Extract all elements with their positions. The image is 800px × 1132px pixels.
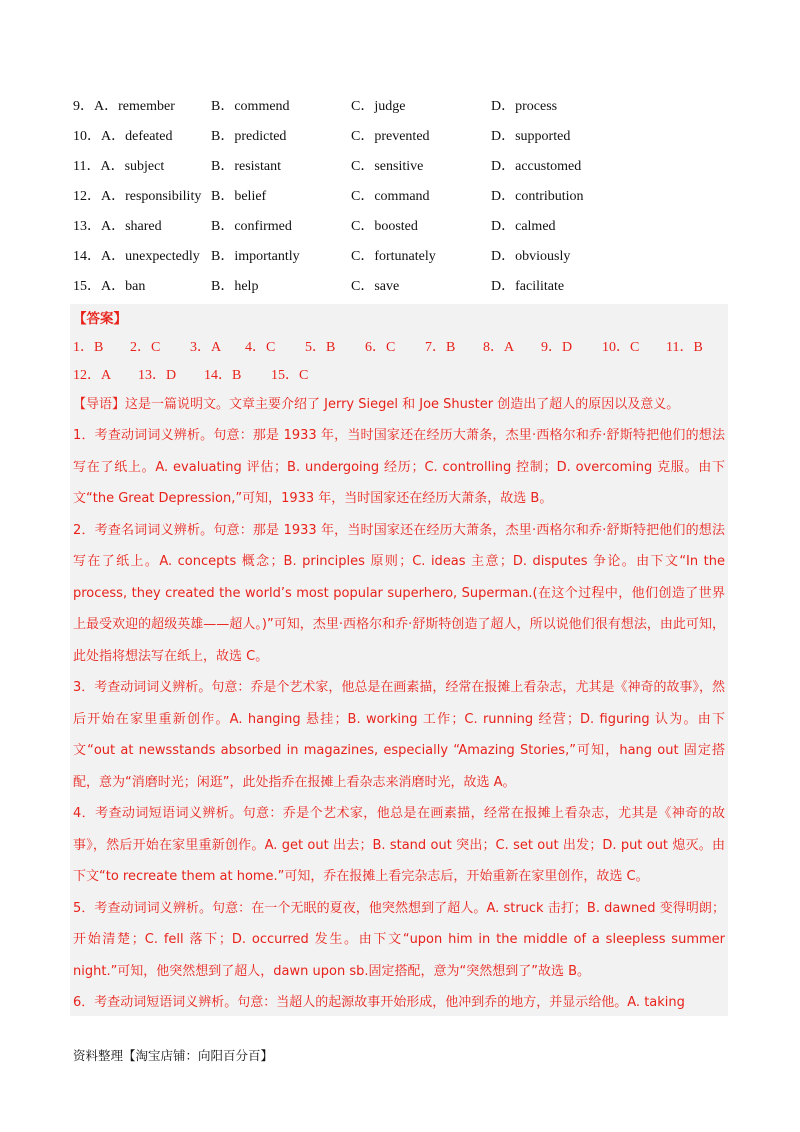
- option-b: B．predicted: [211, 129, 287, 144]
- question-number: 10．: [73, 129, 101, 144]
- option-question-a: [73, 274, 145, 300]
- option-b: B．commend: [211, 99, 290, 114]
- question-number: 11．: [73, 159, 101, 174]
- option-d: D．calmed: [491, 219, 556, 234]
- explanation-paragraph: 1．考查动词词义辨析。句意：那是 1933 年，当时国家还在经历大萧条，杰里·西格尔和乔·舒斯特把他们的想法写在了纸上。A. evaluating 评估；B. undergoing 经历；C. controlling 控制；D. overcoming 克服。由下文“the Great Depression,”可知，1933 年，当时国家还在经历大萧条，故选 B。: [73, 428, 725, 506]
- option-b: B．confirmed: [211, 219, 292, 234]
- answer-item: 6．C: [365, 340, 396, 355]
- option-d: D．obviously: [491, 249, 571, 264]
- option-d: D．facilitate: [491, 279, 565, 294]
- option-a: A．unexpectedly: [101, 249, 200, 264]
- option-a: A．responsibility: [101, 189, 202, 204]
- answer-section: [70, 304, 728, 1016]
- option-a: A．ban: [101, 279, 146, 294]
- option-c: C．prevented: [351, 129, 430, 144]
- answer-item: 13．D: [138, 368, 177, 383]
- answer-item: 8．A: [483, 340, 515, 355]
- footer-source: 资料整理【淘宝店铺：向阳百分百】: [73, 1048, 274, 1063]
- option-d: D．process: [491, 99, 558, 114]
- option-question-a: [73, 124, 173, 150]
- question-number: 14．: [73, 249, 101, 264]
- option-question-a: [73, 244, 200, 270]
- answer-item: 4．C: [245, 340, 276, 355]
- option-row: [73, 214, 733, 244]
- question-number: 15．: [73, 279, 101, 294]
- explanation-paragraph: 2．考查名词词义辨析。句意：那是 1933 年，当时国家还在经历大萧条，杰里·西格尔和乔·舒斯特把他们的想法写在了纸上。A. concepts 概念；B. principles 原则；C. ideas 主意；D. disputes 争论。由下文“In the process, they created the world’s most popular superhero, Superman.(在这个过程中，他们创造了世界上最受欢迎的超级英雄——超人。)”可知，杰里·西格尔和乔·舒斯特创造了超人，所以说他们很有想法，由此可知，此处指将想法写在纸上，故选 C。: [73, 522, 725, 664]
- options-list: [73, 94, 733, 304]
- option-row: [73, 124, 733, 154]
- question-number: 9．: [73, 99, 94, 114]
- option-d: D．accustomed: [491, 159, 582, 174]
- answer-item: 7．B: [425, 340, 456, 355]
- option-a: A．shared: [101, 219, 162, 234]
- explanations: [73, 420, 725, 1019]
- option-c: C．judge: [351, 99, 406, 114]
- answer-item: 3．A: [190, 340, 222, 355]
- option-a: A．defeated: [101, 129, 173, 144]
- guide-text: 【导语】这是一篇说明文。文章主要介绍了 Jerry Siegel 和 Joe Shuster 创造出了超人的原因以及意义。: [73, 397, 680, 412]
- option-a: A．remember: [94, 99, 175, 114]
- answer-item: 9．D: [541, 340, 573, 355]
- option-c: C．boosted: [351, 219, 418, 234]
- option-a: A．subject: [100, 159, 165, 174]
- option-question-a: [73, 154, 164, 180]
- option-question-a: [73, 184, 201, 210]
- option-question-a: [73, 214, 162, 240]
- option-b: B．resistant: [211, 159, 281, 174]
- explanation-paragraph: 4．考查动词短语词义辨析。句意：乔是个艺术家，他总是在画素描，经常在报摊上看杂志，尤其是《神奇的故事》，然后开始在家里重新创作。A. get out 出去；B. stand out 突出；C. set out 出发；D. put out 熄灭。由下文“to recreate them at home.”可知，乔在报摊上看完杂志后，开始重新在家里创作，故选 C。: [73, 806, 725, 884]
- question-number: 13．: [73, 219, 101, 234]
- answer-item: 12．A: [73, 368, 112, 383]
- answer-item: 15．C: [271, 368, 309, 383]
- option-d: D．contribution: [491, 189, 584, 204]
- option-c: C．sensitive: [351, 159, 424, 174]
- option-question-a: [73, 94, 175, 120]
- explanation-paragraph: 5．考查动词词义辨析。句意：在一个无眠的夏夜，他突然想到了超人。A. struck 击打；B. dawned 变得明朗；开始清楚；C. fell 落下；D. occurred 发生。由下文“upon him in the middle of a sleepless summer night.”可知，他突然想到了超人，dawn upon sb.固定搭配，意为“突然想到了”故选 B。: [73, 900, 725, 979]
- option-b: B．help: [211, 279, 259, 294]
- answer-item: 14．B: [204, 368, 242, 383]
- option-d: D．supported: [491, 129, 571, 144]
- option-c: C．save: [351, 279, 400, 294]
- answer-item: 5．B: [305, 340, 336, 355]
- option-row: [73, 244, 733, 274]
- option-row: [73, 154, 733, 184]
- option-c: C．command: [351, 189, 430, 204]
- answer-item: 1．B: [73, 340, 104, 355]
- explanation-paragraph: 6．考查动词短语词义辨析。句意：当超人的起源故事开始形成，他冲到乔的地方，并显示给他。A. taking: [73, 995, 685, 1010]
- option-row: [73, 184, 733, 214]
- answer-item: 2．C: [130, 340, 161, 355]
- option-row: [73, 274, 733, 304]
- answer-title: 【答案】: [73, 311, 127, 327]
- answer-item: 11．B: [666, 340, 703, 355]
- option-row: [73, 94, 733, 124]
- answers-row-1: [73, 334, 725, 362]
- answer-item: 10．C: [602, 340, 640, 355]
- question-number: 12．: [73, 189, 101, 204]
- option-b: B．importantly: [211, 249, 300, 264]
- answers-row-2: [73, 362, 725, 390]
- option-c: C．fortunately: [351, 249, 436, 264]
- option-b: B．belief: [211, 189, 267, 204]
- explanation-paragraph: 3．考查动词词义辨析。句意：乔是个艺术家，他总是在画素描，经常在报摊上看杂志，尤其是《神奇的故事》，然后开始在家里重新创作。A. hanging 悬挂；B. working 工作；C. running 经营；D. figuring 认为。由下文“out at newsstands absorbed in magazines, especially “Amazing Stories,”可知，hang out 固定搭配，意为“消磨时光；闲逛”，此处指乔在报摊上看杂志来消磨时光，故选 A。: [73, 680, 725, 790]
